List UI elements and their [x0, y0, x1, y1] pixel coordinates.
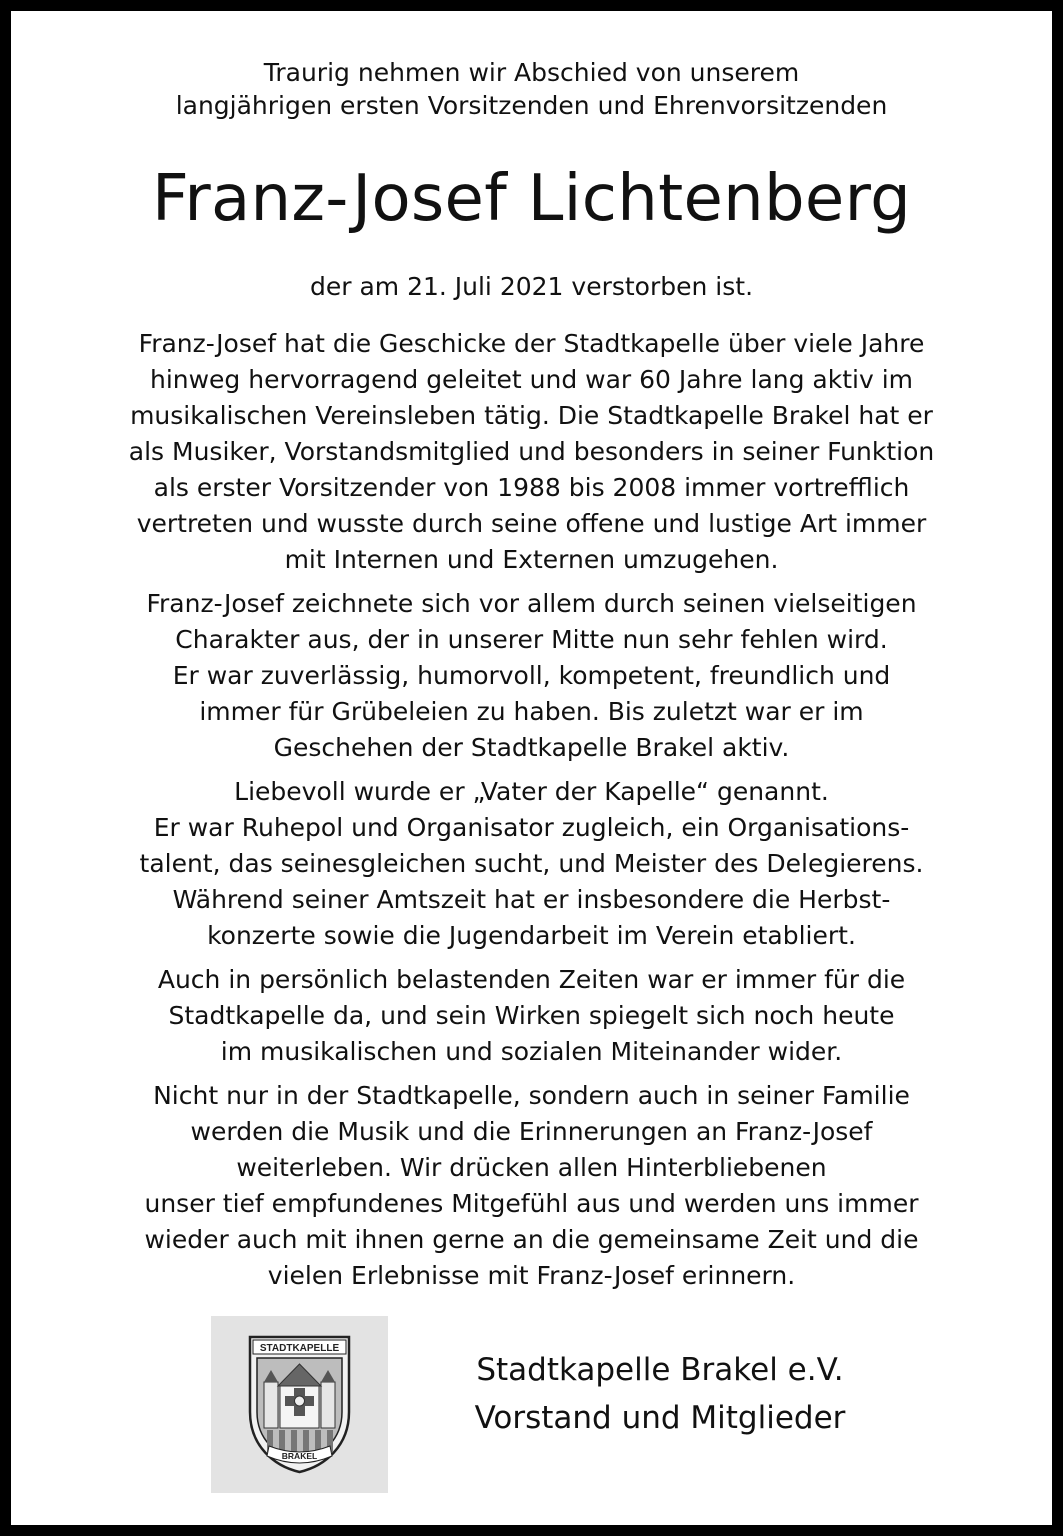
signature-block — [420, 1346, 900, 1442]
intro-line: langjährigen ersten Vorsitzenden und Ehrenvorsitzenden — [175, 91, 888, 120]
logo-top-text: STADTKAPELLE — [259, 1343, 340, 1354]
text-line: konzerte sowie die Jugendarbeit im Verein etabliert. — [207, 921, 856, 950]
date-of-death: der am 21. Juli 2021 verstorben ist. — [309, 272, 754, 301]
text-line: vielen Erlebnisse mit Franz-Josef erinnern. — [267, 1261, 796, 1290]
text-line: als erster Vorsitzender von 1988 bis 2008 immer vortrefflich — [153, 473, 910, 502]
paragraph-1 — [30, 326, 1033, 578]
text-line: immer für Grübeleien zu haben. Bis zuletzt war er im — [199, 697, 864, 726]
text-line: Er war Ruhepol und Organisator zugleich, ein Organisations- — [153, 813, 910, 842]
text-line: als Musiker, Vorstandsmitglied und besonders in seiner Funktion — [128, 437, 935, 466]
deceased-name: Franz-Josef Lichtenberg — [151, 162, 912, 236]
text-line: Stadtkapelle da, und sein Wirken spiegelt sich noch heute — [168, 1001, 895, 1030]
text-line: Nicht nur in der Stadtkapelle, sondern auch in seiner Familie — [153, 1081, 910, 1110]
text-line: Geschehen der Stadtkapelle Brakel aktiv. — [273, 733, 790, 762]
text-line: Während seiner Amtszeit hat er insbesondere die Herbst- — [172, 885, 891, 914]
text-line: hinweg hervorragend geleitet und war 60 Jahre lang aktiv im — [149, 365, 914, 394]
coat-of-arms-icon — [247, 1334, 352, 1474]
org-name: Stadtkapelle Brakel e.V. — [476, 1352, 844, 1388]
paragraph-3 — [30, 774, 1033, 954]
text-line: weiterleben. Wir drücken allen Hinterbliebenen — [236, 1153, 827, 1182]
logo-bottom-text: BRAKEL — [281, 1451, 318, 1461]
text-line: unser tief empfundenes Mitgefühl aus und werden uns immer — [144, 1189, 919, 1218]
text-line: Franz-Josef zeichnete sich vor allem durch seinen vielseitigen — [146, 589, 917, 618]
text-line: Auch in persönlich belastenden Zeiten war er immer für die — [157, 965, 906, 994]
intro-line: Traurig nehmen wir Abschied von unserem — [263, 58, 800, 87]
paragraph-4 — [30, 962, 1033, 1070]
text-line: Liebevoll wurde er „Vater der Kapelle“ genannt. — [234, 777, 829, 806]
text-line: talent, das seinesgleichen sucht, und Meister des Delegierens. — [139, 849, 924, 878]
text-line: Franz-Josef hat die Geschicke der Stadtkapelle über viele Jahre — [138, 329, 925, 358]
intro-text — [40, 56, 1023, 122]
text-line: mit Internen und Externen umzugehen. — [284, 545, 779, 574]
text-line: vertreten und wusste durch seine offene und lustige Art immer — [136, 509, 927, 538]
paragraph-2 — [30, 586, 1033, 766]
text-line: wieder auch mit ihnen gerne an die gemeinsame Zeit und die — [144, 1225, 919, 1254]
text-line: werden die Musik und die Erinnerungen an Franz-Josef — [190, 1117, 873, 1146]
club-logo — [211, 1316, 388, 1493]
text-line: Er war zuverlässig, humorvoll, kompetent, freundlich und — [172, 661, 891, 690]
text-line: musikalischen Vereinsleben tätig. Die Stadtkapelle Brakel hat er — [130, 401, 933, 430]
org-members: Vorstand und Mitglieder — [474, 1400, 846, 1436]
paragraph-5 — [30, 1078, 1033, 1294]
text-line: im musikalischen und sozialen Miteinander wider. — [220, 1037, 843, 1066]
text-line: Charakter aus, der in unserer Mitte nun sehr fehlen wird. — [175, 625, 888, 654]
